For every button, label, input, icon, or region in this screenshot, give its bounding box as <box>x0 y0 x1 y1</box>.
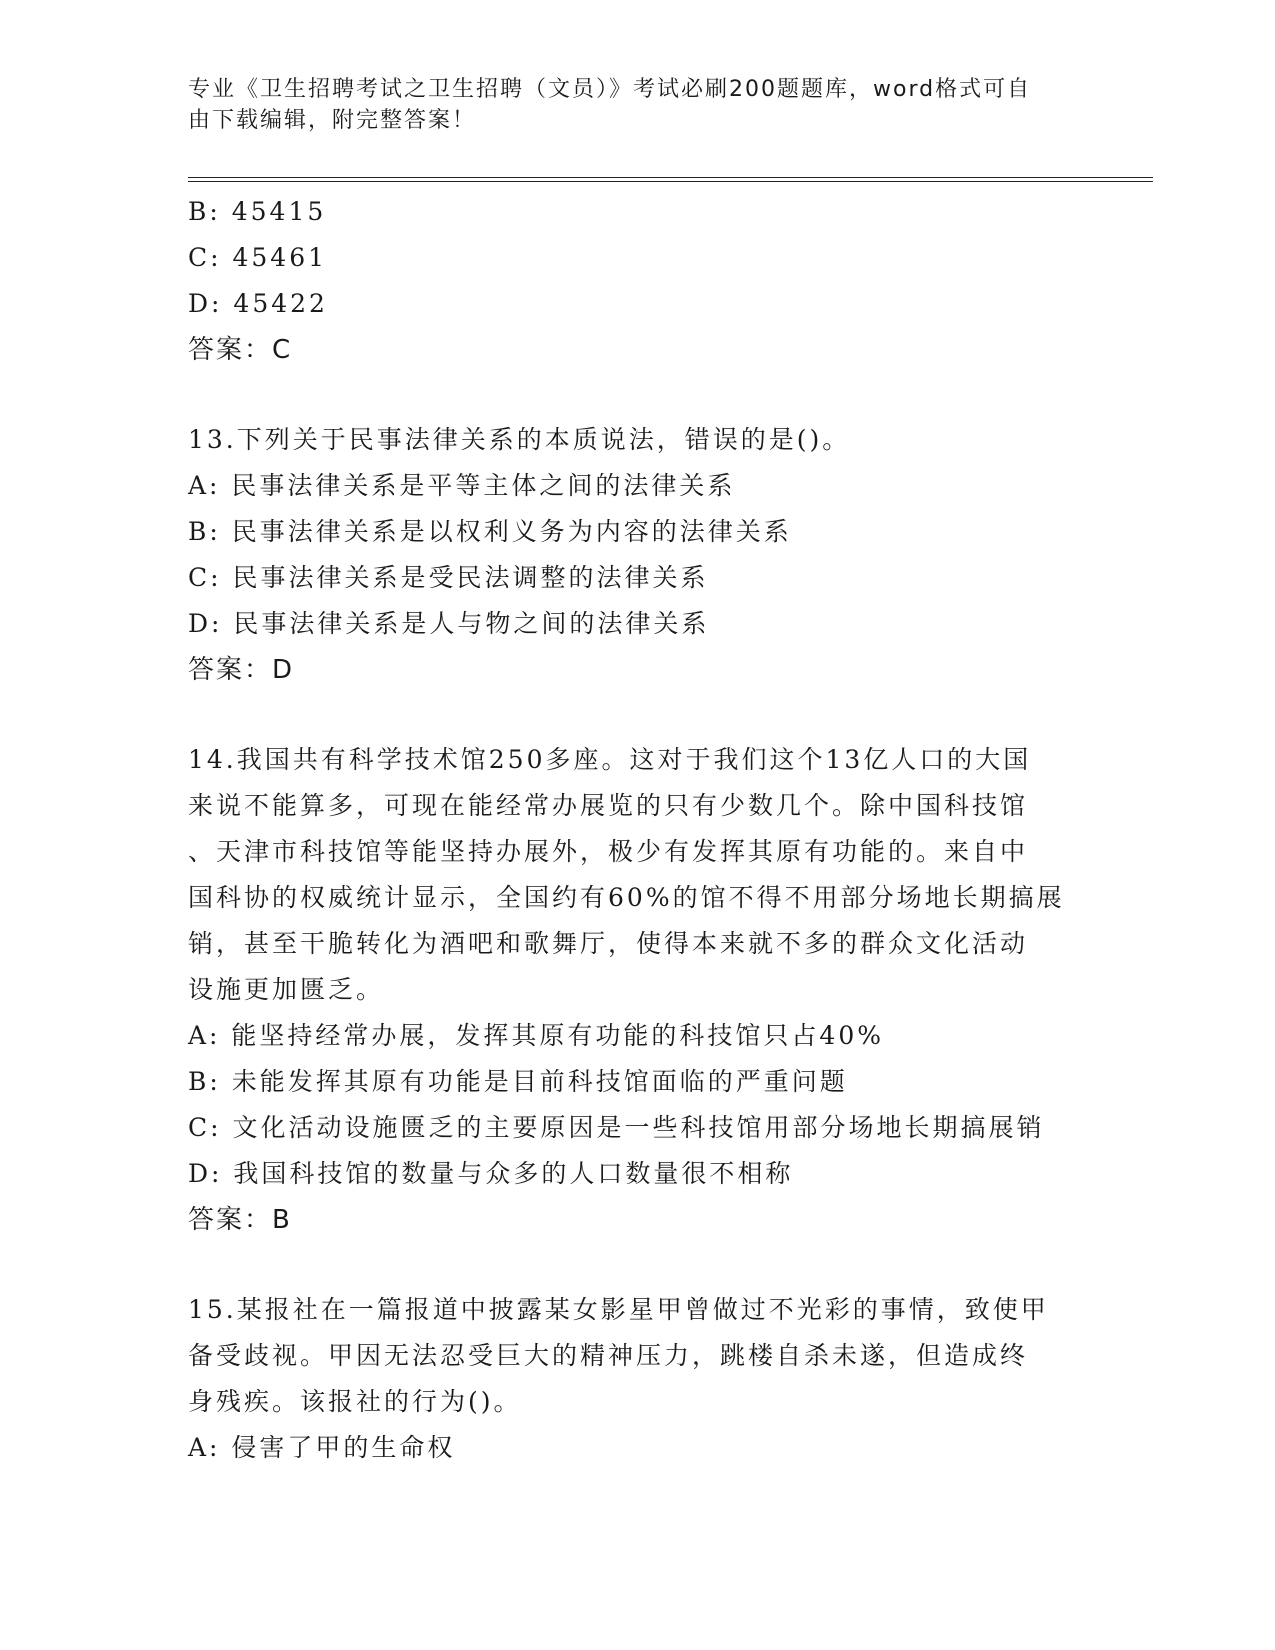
question-stem-line: 、天津市科技馆等能坚持办展外，极少有发挥其原有功能的。来自中 <box>188 837 1029 866</box>
option-c: C: 民事法律关系是受民法调整的法律关系 <box>188 563 709 592</box>
option-b: B: 民事法律关系是以权利义务为内容的法律关系 <box>188 517 792 546</box>
answer-line: 答案：C <box>188 335 293 365</box>
question-stem-line: 身残疾。该报社的行为()。 <box>188 1387 522 1416</box>
header-line-2: 由下载编辑，附完整答案！ <box>188 108 477 133</box>
spacer <box>188 373 1088 417</box>
question-13 <box>188 417 1088 693</box>
option-d: D: 45422 <box>188 289 328 318</box>
option-d: D: 民事法律关系是人与物之间的法律关系 <box>188 609 710 638</box>
header-divider-top <box>188 177 1153 178</box>
question-stem-line: 15.某报社在一篇报道中披露某女影星甲曾做过不光彩的事情，致使甲 <box>188 1295 1049 1324</box>
option-a: A: 能坚持经常办展，发挥其原有功能的科技馆只占40% <box>188 1021 884 1050</box>
document-header <box>188 74 1068 136</box>
option-d: D: 我国科技馆的数量与众多的人口数量很不相称 <box>188 1159 794 1188</box>
question-stem-line: 设施更加匮乏。 <box>188 975 385 1004</box>
spacer <box>188 693 1088 737</box>
option-a: A: 侵害了甲的生命权 <box>188 1433 456 1462</box>
option-a: A: 民事法律关系是平等主体之间的法律关系 <box>188 471 736 500</box>
question-15 <box>188 1287 1088 1471</box>
option-b: B: 45415 <box>188 197 327 226</box>
question-stem-line: 国科协的权威统计显示，全国约有60%的馆不得不用部分场地长期搞展 <box>188 883 1065 912</box>
question-stem-line: 14.我国共有科学技术馆250多座。这对于我们这个13亿人口的大国 <box>188 745 1032 774</box>
spacer <box>188 1243 1088 1287</box>
question-stem-line: 备受歧视。甲因无法忍受巨大的精神压力，跳楼自杀未遂，但造成终 <box>188 1341 1029 1370</box>
question-12 <box>188 189 1088 373</box>
document-body <box>188 189 1088 1471</box>
header-divider-bottom <box>188 181 1153 182</box>
answer-line: 答案：D <box>188 655 295 685</box>
question-stem-line: 来说不能算多，可现在能经常办展览的只有少数几个。除中国科技馆 <box>188 791 1029 820</box>
header-line-1: 专业《卫生招聘考试之卫生招聘（文员）》考试必刷200题题库，word格式可自 <box>188 77 1032 102</box>
answer-line: 答案：B <box>188 1205 292 1235</box>
question-14 <box>188 737 1088 1243</box>
option-c: C: 45461 <box>188 243 328 272</box>
option-c: C: 文化活动设施匮乏的主要原因是一些科技馆用部分场地长期搞展销 <box>188 1113 1045 1142</box>
question-stem-line: 销，甚至干脆转化为酒吧和歌舞厅，使得本来就不多的群众文化活动 <box>188 929 1029 958</box>
option-b: B: 未能发挥其原有功能是目前科技馆面临的严重问题 <box>188 1067 848 1096</box>
question-stem: 13.下列关于民事法律关系的本质说法，错误的是()。 <box>188 425 851 454</box>
